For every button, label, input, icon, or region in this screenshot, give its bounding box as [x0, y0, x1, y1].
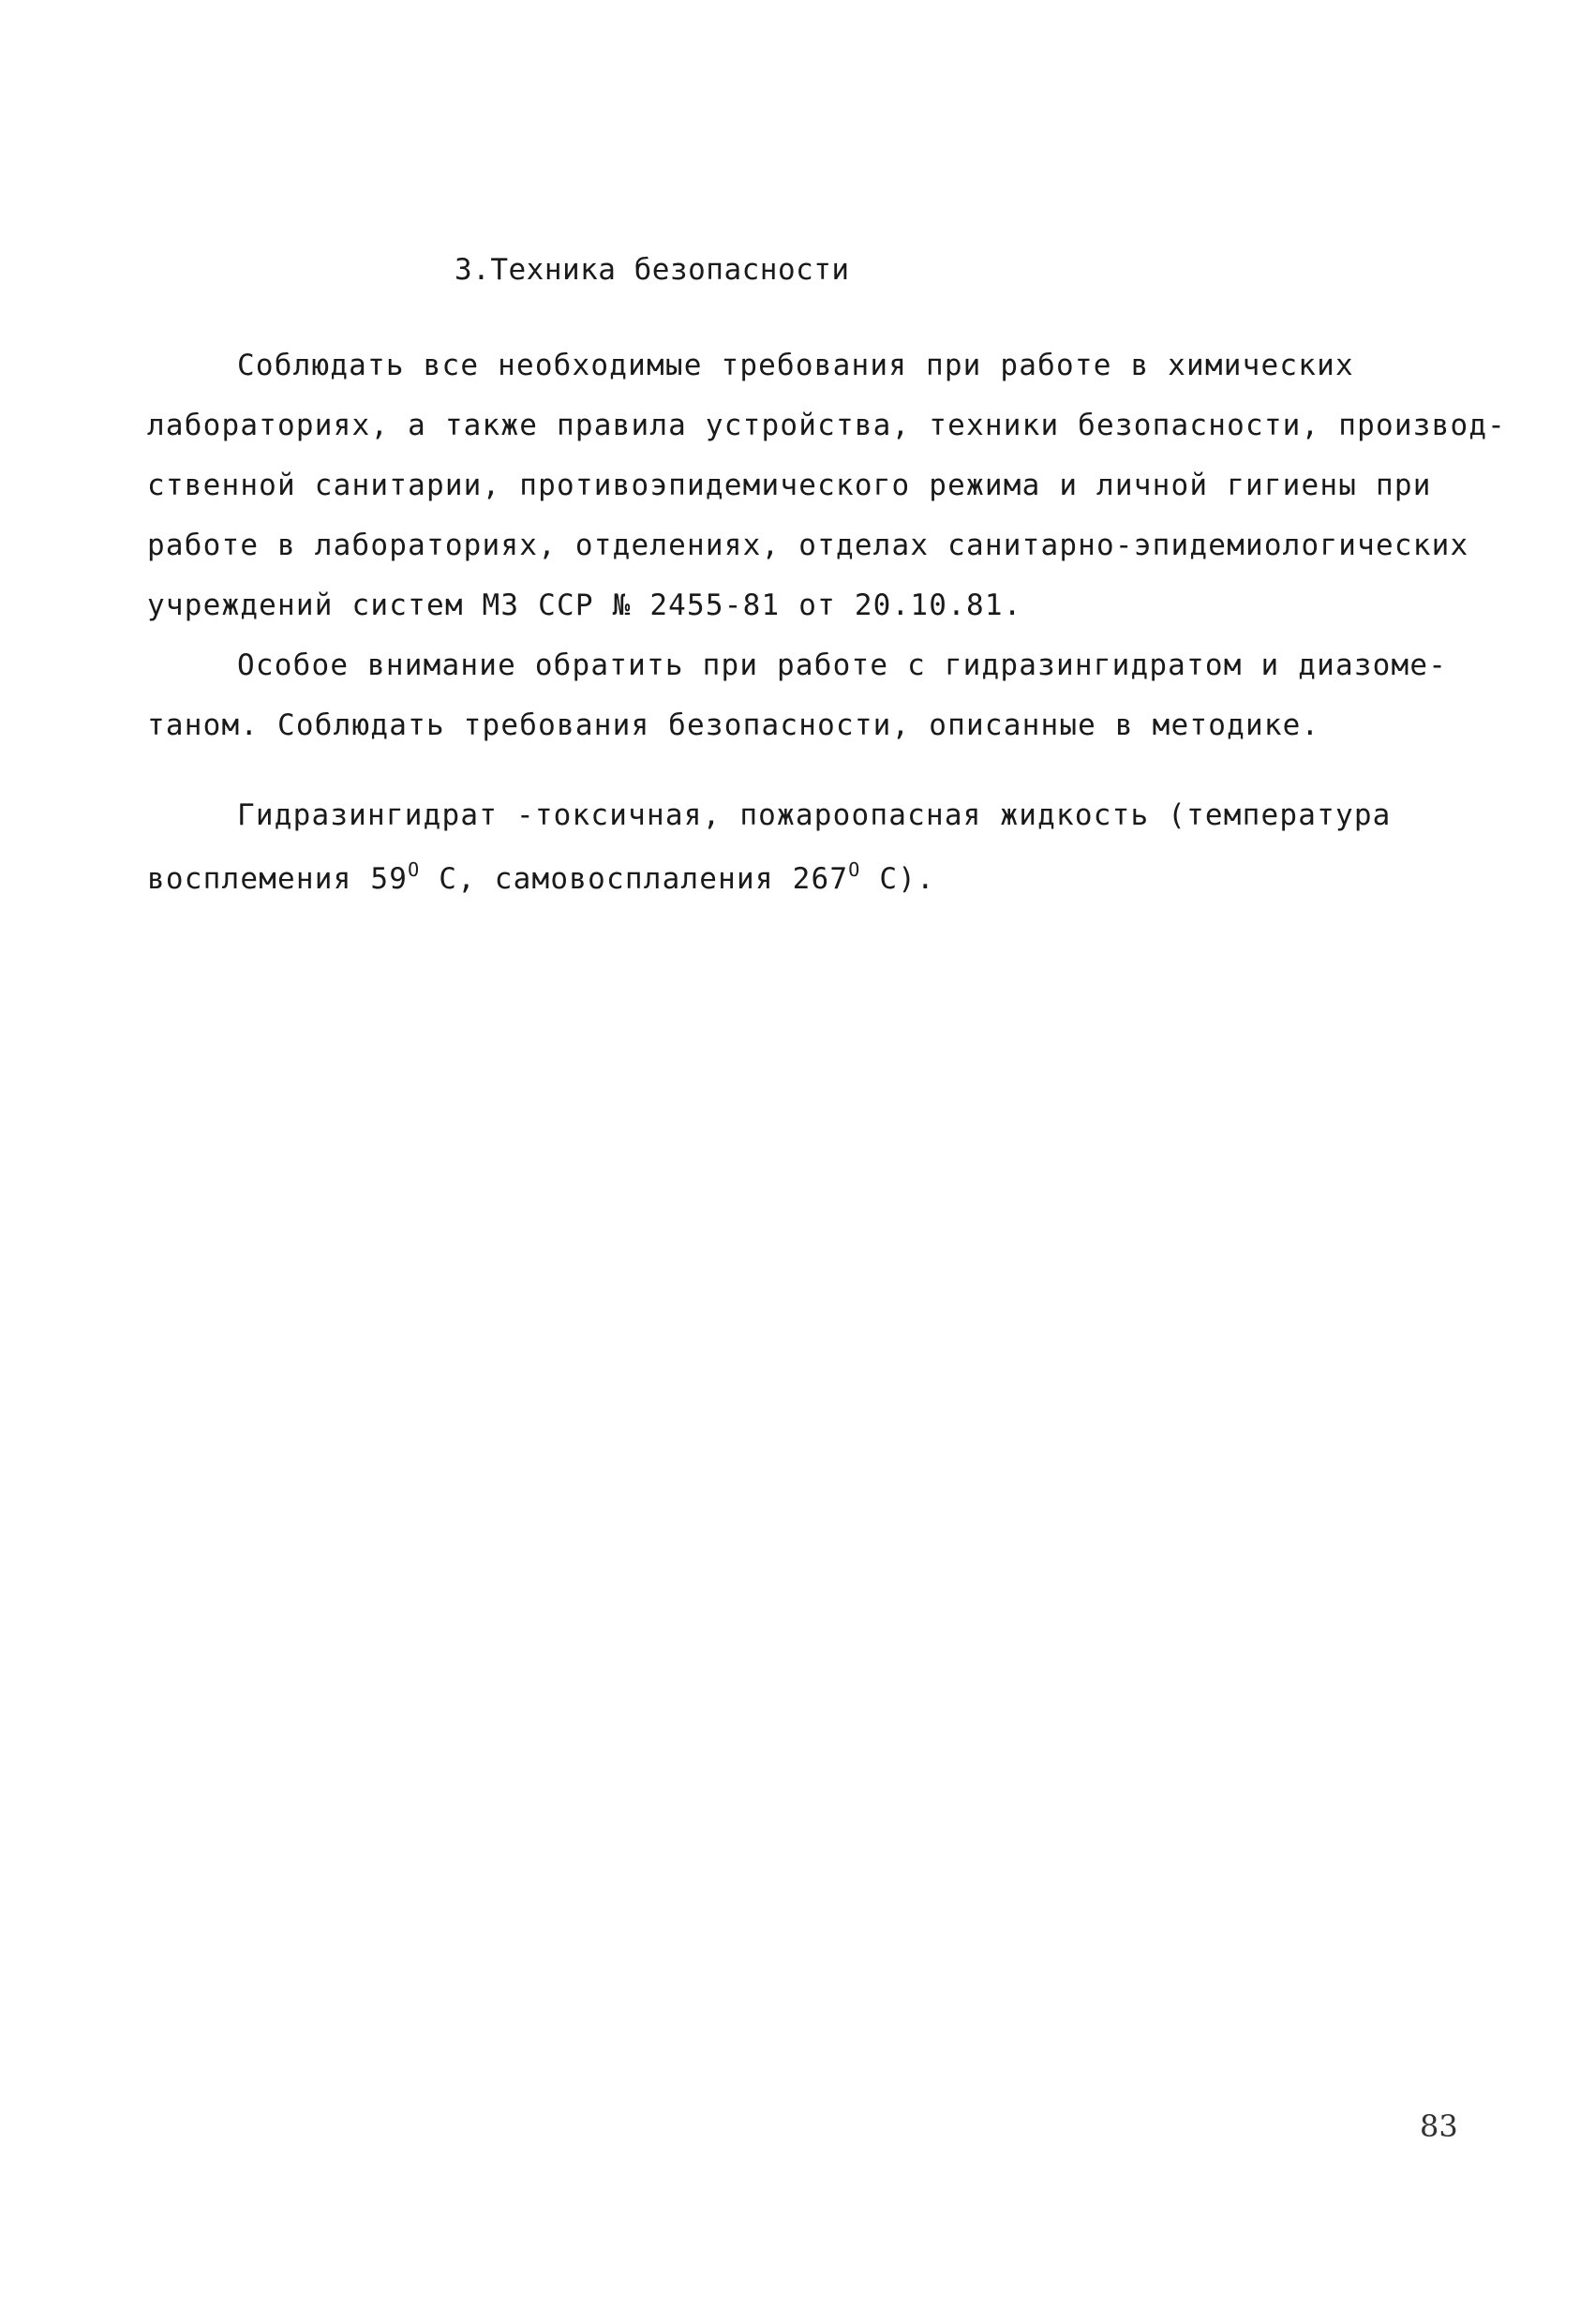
degree-mark: О	[848, 858, 861, 881]
degree-mark: О	[408, 858, 421, 881]
paragraph-1-line-2: лабораториях, а также правила устройства, техники безопасности, производ-	[147, 409, 1507, 442]
autoignition-text: С, самовосплаления 267	[420, 862, 849, 896]
paragraph-1-line-5: учреждений систем МЗ ССР № 2455-81 от 20.10.81.	[147, 588, 1022, 622]
section-heading: 3.Техника безопасности	[455, 253, 850, 287]
page-number: 83	[1420, 2108, 1458, 2144]
paragraph-1-line-4: работе в лабораториях, отделениях, отделах санитарно-эпидемиологических	[147, 529, 1469, 562]
paragraph-3-line-2	[147, 858, 935, 896]
paragraph-2-line-1: Особое внимание обратить при работе с гидразингидратом и диазоме-	[237, 648, 1448, 682]
closing-text: С).	[860, 862, 935, 896]
paragraph-3-line-1: Гидразингидрат -токсичная, пожароопасная жидкость (температура	[237, 798, 1392, 832]
paragraph-1-line-3: ственной санитарии, противоэпидемического режима и личной гигиены при	[147, 469, 1432, 502]
paragraph-2-line-2: таном. Соблюдать требования безопасности, описанные в методике.	[147, 708, 1320, 742]
paragraph-1-line-1: Соблюдать все необходимые требования при работе в химических	[237, 349, 1354, 382]
flash-point-text: восплемения 59	[147, 862, 409, 896]
